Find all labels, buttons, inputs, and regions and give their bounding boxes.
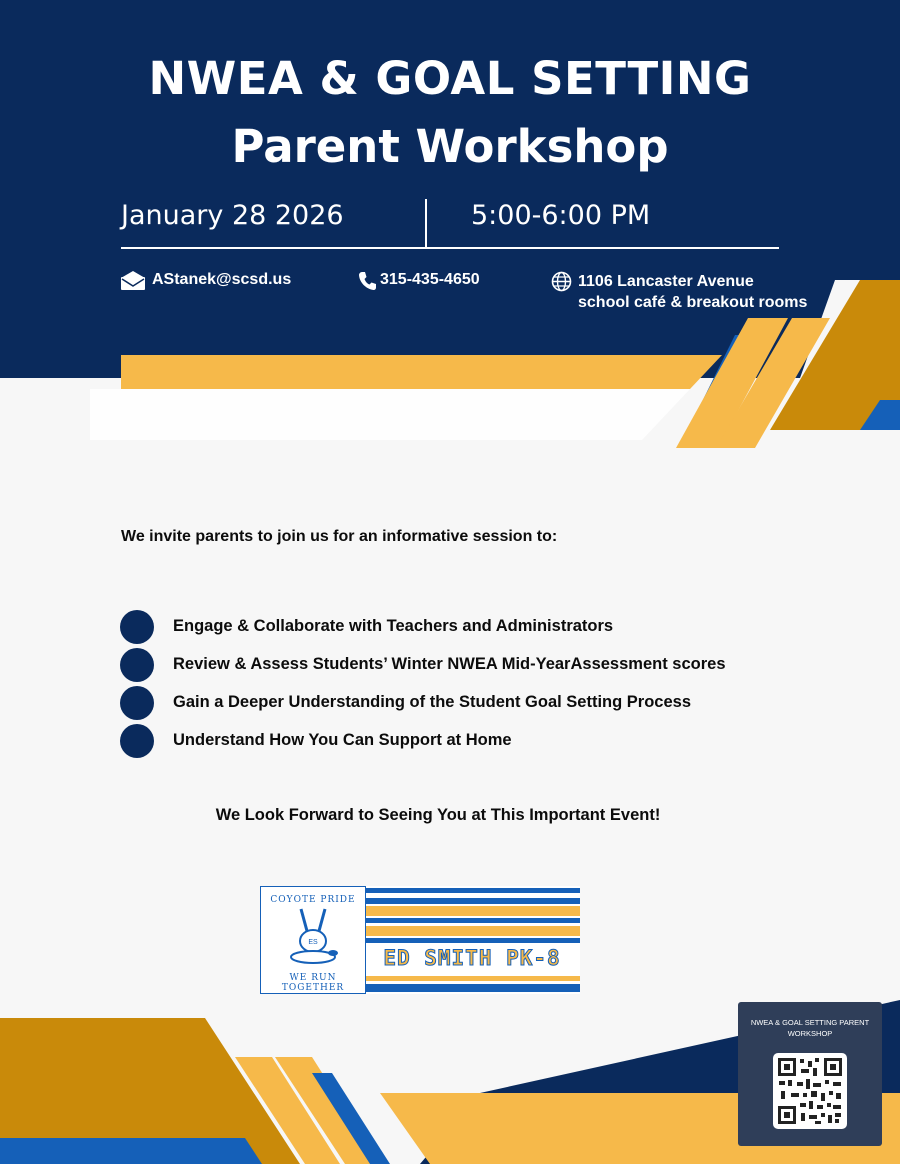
coyote-mascot-icon [261, 901, 365, 981]
contact-address [551, 271, 807, 313]
title-line2: Parent Workshop [231, 120, 669, 173]
address-line1: 1106 Lancaster Avenue [578, 273, 754, 290]
divider-horizontal [121, 247, 779, 249]
school-name: ED SMITH PK-8 [383, 946, 561, 970]
event-date: January 28 2026 [121, 200, 344, 231]
closing-text: We Look Forward to Seeing You at This Important Event! [215, 806, 661, 824]
address-line2: school café & breakout rooms [578, 294, 808, 311]
mascot-badge [260, 886, 366, 994]
school-logo [260, 886, 580, 994]
bullet-text: Review & Assess Students’ Winter NWEA Mid-YearAssessment scores [173, 655, 726, 673]
contact-email [121, 271, 291, 291]
phone-icon [358, 271, 377, 291]
contact-phone [358, 271, 480, 291]
email-icon [121, 271, 145, 290]
qr-card-title: NWEA & GOAL SETTING PARENT WORKSHOP [750, 1018, 870, 1038]
bullet-text: Gain a Deeper Understanding of the Student Goal Setting Process [173, 693, 692, 711]
email-text[interactable]: AStanek@scsd.us [152, 271, 292, 288]
intro-text: We invite parents to join us for an informative session to: [121, 528, 558, 545]
logo-stripes [366, 886, 580, 994]
logo-arc-top: COYOTE PRIDE [270, 895, 356, 905]
logo-badge-text: ES [308, 939, 318, 946]
bullet-dot-icon [120, 648, 154, 682]
logo-arc-bottom: WE RUN TOGETHER [281, 973, 345, 993]
divider-vertical [425, 199, 427, 249]
bullet-dot-icon [120, 686, 154, 720]
phone-text[interactable]: 315-435-4650 [380, 271, 480, 288]
event-time: 5:00-6:00 PM [471, 200, 651, 231]
globe-icon [551, 271, 572, 292]
bullet-dot-icon [120, 724, 154, 758]
bullet-text: Engage & Collaborate with Teachers and Administrators [173, 617, 614, 635]
bullet-text: Understand How You Can Support at Home [173, 731, 512, 749]
qr-code[interactable] [773, 1053, 847, 1129]
qr-code-icon [773, 1053, 847, 1129]
title-line1: NWEA & GOAL SETTING [148, 52, 752, 105]
bullet-dot-icon [120, 610, 154, 644]
qr-card[interactable] [738, 1002, 882, 1146]
